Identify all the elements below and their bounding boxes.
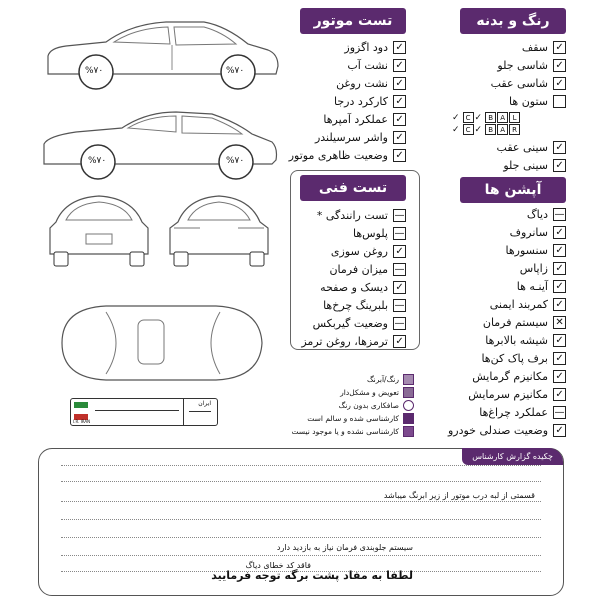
list-item: — تست رانندگی *	[316, 208, 405, 222]
options-list	[448, 205, 566, 439]
tire-percent-4: %۷۰	[226, 156, 245, 166]
checkbox[interactable]: ✓	[553, 280, 566, 293]
list-item: ✓ دود اگزوز	[289, 38, 406, 56]
body-section-header: رنگ و بدنه	[460, 8, 566, 34]
checkbox[interactable]	[553, 95, 566, 108]
checkbox[interactable]: ✓	[393, 95, 406, 108]
checkbox[interactable]: ✓	[393, 335, 406, 348]
checkbox[interactable]: ✓	[393, 77, 406, 90]
summary-footer: لطفا به مفاد پشت برگه توجه فرمایید	[211, 569, 413, 582]
checkbox[interactable]: ✓	[553, 388, 566, 401]
legend	[291, 373, 414, 438]
legend-swatch	[403, 400, 414, 411]
options-section-header: آپشن ها	[460, 177, 566, 203]
list-item: ✓ مکانیزم گرمایش	[448, 367, 566, 385]
engine-list	[289, 38, 406, 164]
list-item: ✓ سینی جلو	[497, 156, 566, 174]
plate-country: I.R. IRAN	[73, 419, 91, 424]
checkbox[interactable]: ✓	[393, 59, 406, 72]
checkbox[interactable]: ✓	[553, 352, 566, 365]
legend-swatch	[403, 387, 414, 398]
legend-item: کارشناسی نشده و یا موجود نیست	[291, 425, 414, 438]
list-item: ✓ وضعیت صندلی خودرو	[448, 421, 566, 439]
checkbox[interactable]: —	[394, 227, 405, 239]
checkbox[interactable]: ✕	[553, 316, 566, 329]
summary-line-1: قسمتی از لبه درب موتور از زیر ابرنگ میباشد	[383, 491, 535, 500]
legend-item: کارشناسی شده و سالم است	[291, 412, 414, 425]
list-item: ✓ ترمزها، روغن ترمز	[301, 332, 406, 350]
checkbox[interactable]: ✓	[553, 244, 566, 257]
tire-percent-1: %۷۰	[85, 66, 104, 76]
checkbox[interactable]: ✓	[553, 41, 566, 54]
summary-header: چکیده گزارش کارشناس	[462, 448, 563, 465]
checkbox[interactable]: ✓	[553, 298, 566, 311]
checkbox[interactable]: ✓	[393, 131, 406, 144]
checkbox[interactable]: ✓	[553, 226, 566, 239]
checkbox[interactable]: ✓	[393, 149, 406, 162]
checkbox[interactable]: ✓	[393, 41, 406, 54]
checkbox[interactable]: ✓	[553, 424, 566, 437]
list-item: ✓ شیشه بالابرها	[448, 331, 566, 349]
list-item: ✓ کارکرد درجا	[289, 92, 406, 110]
legend-item: صافکاری بدون رنگ	[291, 399, 414, 412]
legend-item: رنگ/آبرنگ	[291, 373, 414, 386]
list-item: ✓ شاسی جلو	[491, 56, 566, 74]
list-item: — دیاگ	[526, 207, 565, 221]
list-item: ✓ سینی عقب	[497, 138, 566, 156]
list-item: ستون ها	[491, 92, 566, 110]
license-plate	[70, 398, 218, 426]
checkbox[interactable]: ✓	[393, 281, 406, 294]
checkbox[interactable]: ✓	[393, 245, 406, 258]
checkbox[interactable]: ✓	[553, 370, 566, 383]
legend-swatch	[403, 413, 414, 424]
list-item: ✓ واشر سرسیلندر	[289, 128, 406, 146]
list-item: ✓ آینـه ها	[448, 277, 566, 295]
car-rear-view	[164, 192, 274, 270]
body-list-2	[497, 138, 566, 174]
list-item: ✓ دیسک و صفحه	[301, 278, 406, 296]
list-item: ✓ کمربند ایمنی	[448, 295, 566, 313]
list-item: ✓ برف پاک کن‌ها	[448, 349, 566, 367]
checkbox[interactable]: ✓	[393, 113, 406, 126]
checkbox[interactable]: —	[394, 209, 405, 221]
plate-flag-icon	[74, 402, 88, 420]
checkbox[interactable]: ✓	[553, 159, 566, 172]
list-item: ✓ زاپاس	[448, 259, 566, 277]
list-item: ✓ شاسی عقب	[491, 74, 566, 92]
list-item: — وضعیت گیربکس	[312, 316, 405, 330]
legend-swatch	[403, 426, 414, 437]
body-list	[491, 38, 566, 110]
pillar-grid-row2: ✓ C ✓ B A R	[452, 124, 521, 135]
list-item: ✓ عملکرد آمپرها	[289, 110, 406, 128]
list-item: ✓ نشت روغن	[289, 74, 406, 92]
technical-section-header: تست فنی	[300, 175, 406, 201]
tire-percent-3: %۷۰	[88, 156, 107, 166]
car-top-view	[46, 298, 276, 388]
checkbox[interactable]: —	[554, 208, 565, 220]
legend-swatch	[403, 374, 414, 385]
checkbox[interactable]: —	[554, 406, 565, 418]
list-item: ✓ روغن سوزی	[301, 242, 406, 260]
list-item: — پلوس‌ها	[353, 226, 405, 240]
list-item: ✓ سقف	[491, 38, 566, 56]
plate-label: ایران	[198, 400, 211, 407]
list-item: ✓ سانروف	[448, 223, 566, 241]
summary-line-2: سیستم جلوبندی فرمان نیاز به بازدید دارد	[276, 543, 413, 552]
checkbox[interactable]: ✓	[553, 334, 566, 347]
list-item: ✕ سیستم فرمان	[448, 313, 566, 331]
summary-line-3: فاقد کد خطای دیاگ	[245, 561, 311, 570]
list-item: — عملکرد چراغ‌ها	[479, 405, 565, 419]
list-item: — بلبرینگ چرخ‌ها	[323, 298, 405, 312]
technical-list	[301, 206, 406, 350]
checkbox[interactable]: ✓	[553, 77, 566, 90]
checkbox[interactable]: —	[394, 263, 405, 275]
car-side-view-left	[36, 8, 286, 98]
list-item: ✓ مکانیزم سرمایش	[448, 385, 566, 403]
car-side-view-right	[36, 98, 286, 188]
list-item: ✓ وضعیت ظاهری موتور	[289, 146, 406, 164]
checkbox[interactable]: —	[394, 317, 405, 329]
legend-item: تعویض و مشکل‌دار	[291, 386, 414, 399]
checkbox[interactable]: ✓	[553, 59, 566, 72]
checkbox[interactable]: ✓	[553, 141, 566, 154]
checkbox[interactable]: ✓	[553, 262, 566, 275]
checkbox[interactable]: —	[394, 299, 405, 311]
pillar-grid-row1: ✓ C ✓ B A L	[452, 112, 521, 123]
engine-section-header: تست موتور	[300, 8, 406, 34]
summary-panel	[38, 448, 564, 596]
list-item: ✓ نشت آب	[289, 56, 406, 74]
car-front-view	[44, 192, 154, 270]
list-item: — میزان فرمان	[329, 262, 405, 276]
list-item: ✓ سنسورها	[448, 241, 566, 259]
tire-percent-2: %۷۰	[226, 66, 245, 76]
